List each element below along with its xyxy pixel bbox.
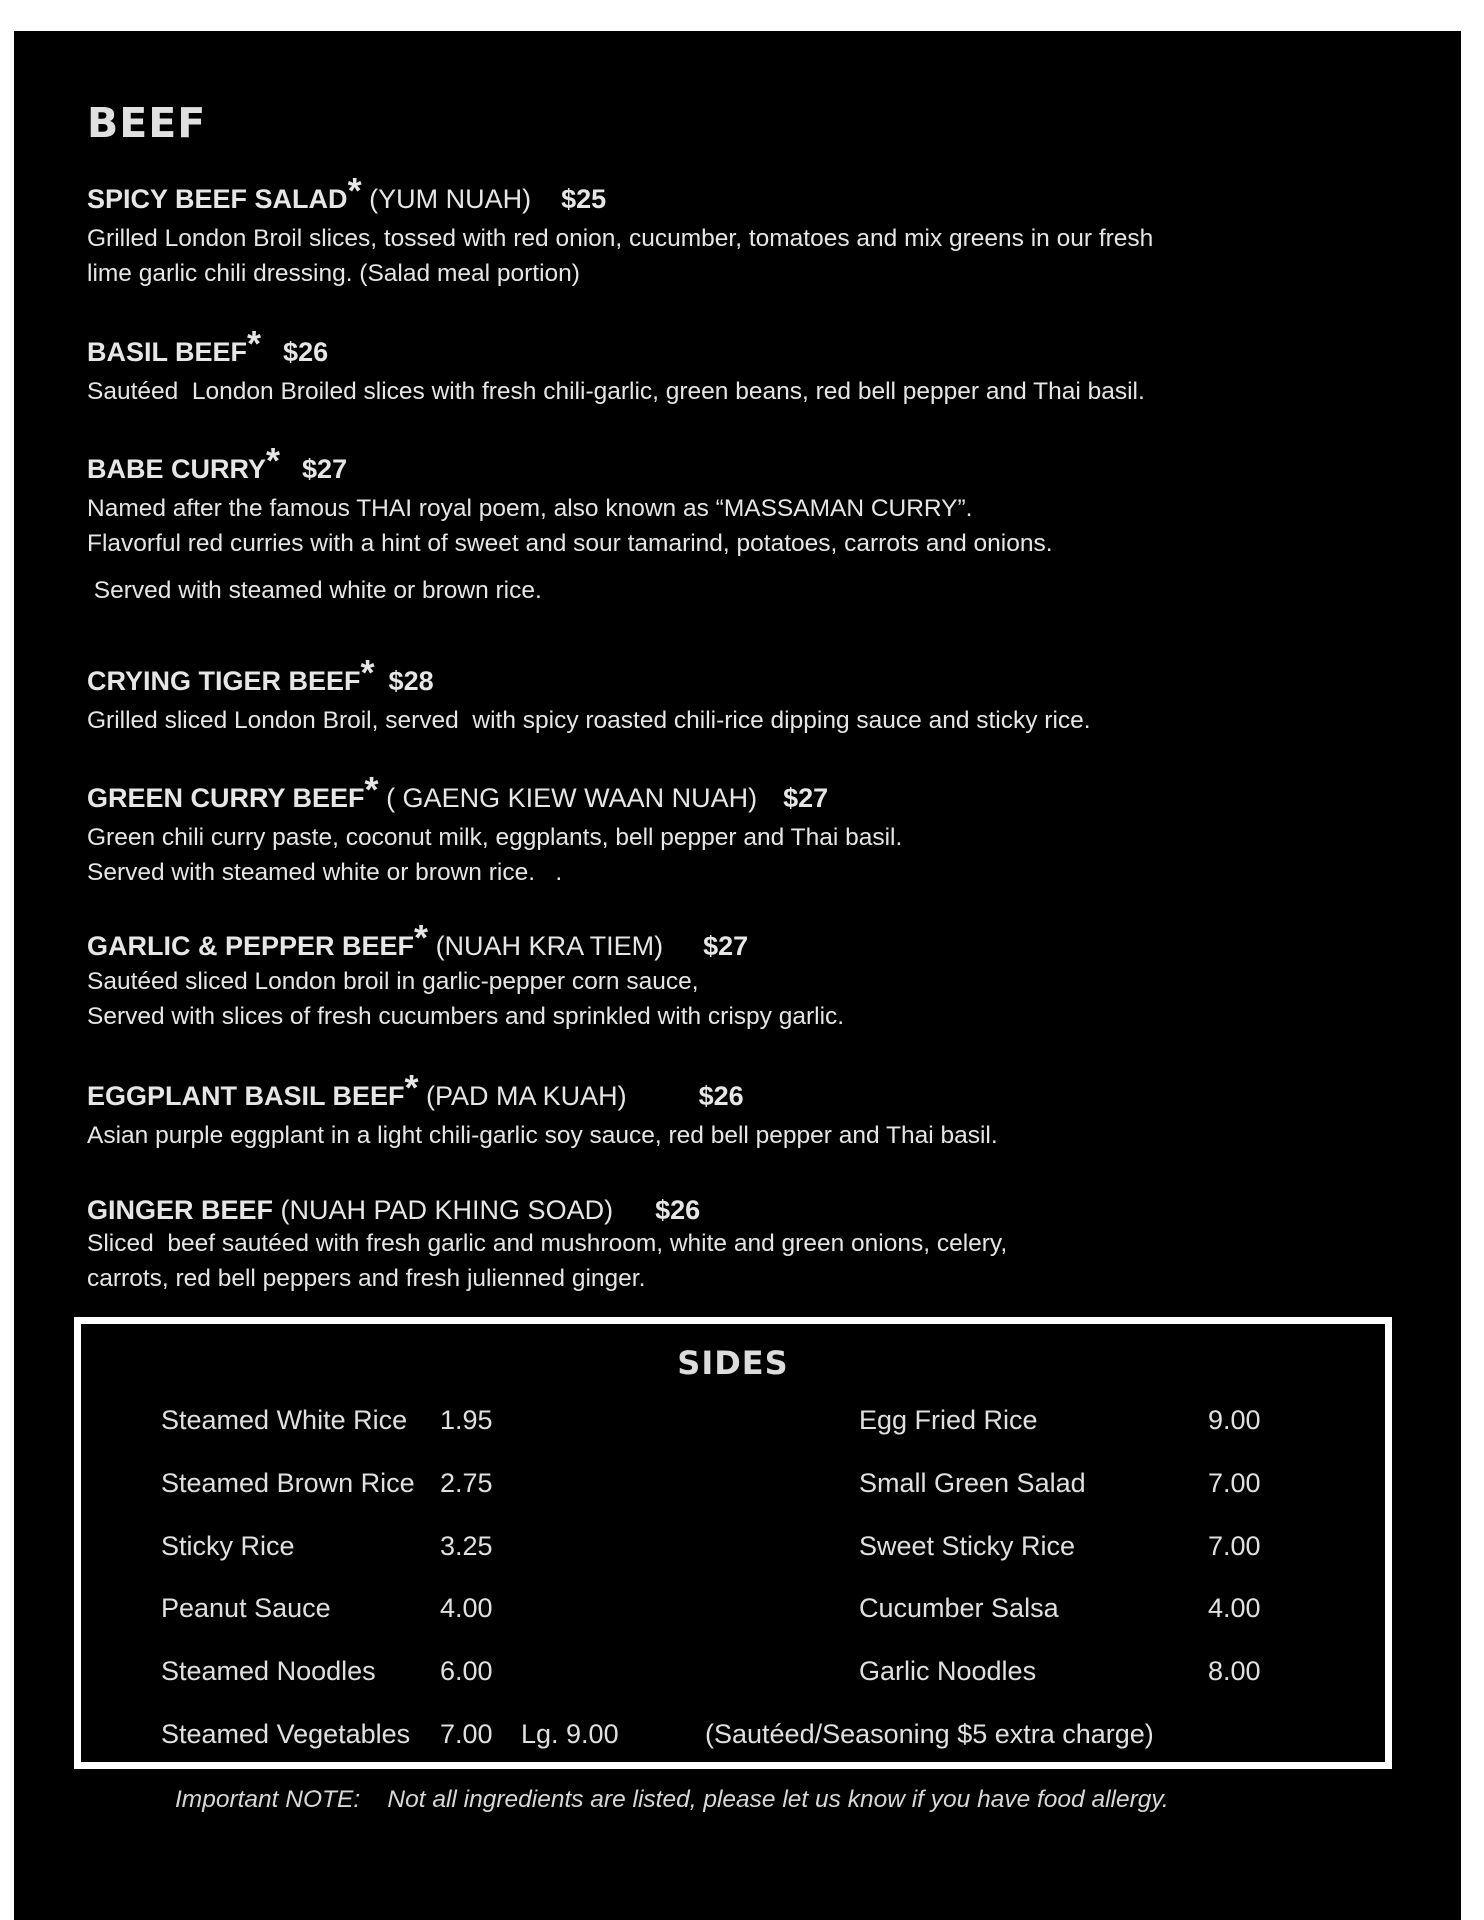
menu-item: [87, 170, 1407, 291]
item-thai-name: (PAD MA KUAH): [418, 1081, 627, 1111]
side-price: 2.75: [440, 1468, 493, 1498]
menu-item: [87, 769, 1407, 890]
allergy-note: Important NOTE: Not all ingredients are listed, please let us know if you have food allergy.: [175, 1786, 1169, 1813]
menu-item: [87, 323, 1407, 409]
item-thai-name: (NUAH KRA TIEM): [428, 931, 664, 961]
menu-item: [87, 1067, 1407, 1153]
item-name: GARLIC & PEPPER BEEF: [87, 931, 415, 961]
side-price: 4.00: [1208, 1593, 1261, 1623]
item-header: [87, 323, 1407, 368]
side-name: Steamed Vegetables: [161, 1719, 411, 1749]
spicy-star-icon: *: [364, 769, 379, 810]
item-price: $26: [698, 1081, 744, 1111]
side-name: Small Green Salad: [859, 1468, 1086, 1498]
item-serving-note: Served with steamed white or brown rice.: [87, 577, 542, 604]
item-name: GINGER BEEF: [87, 1195, 274, 1225]
item-price: $28: [388, 666, 434, 696]
side-price: 9.00: [1208, 1405, 1261, 1435]
menu-item: [87, 652, 1407, 738]
menu-item: [87, 440, 1407, 608]
item-price: $27: [703, 931, 749, 961]
side-name: Sticky Rice: [161, 1531, 295, 1561]
item-description: Grilled London Broil slices, tossed with red onion, cucumber, tomatoes and mix greens in our fresh lime garlic chili dressing. (Salad meal portion): [87, 225, 1154, 287]
item-name: CRYING TIGER BEEF: [87, 666, 361, 696]
item-thai-name: (NUAH PAD KHING SOAD): [273, 1195, 614, 1225]
item-header: [87, 917, 1407, 962]
item-header: [87, 440, 1407, 485]
item-header: [87, 170, 1407, 215]
item-price: $26: [283, 337, 329, 367]
side-price: 4.00: [440, 1593, 493, 1623]
side-name: Peanut Sauce: [161, 1593, 331, 1623]
menu-item: [87, 917, 1407, 1034]
item-description: Sautéed London Broiled slices with fresh chili-garlic, green beans, red bell pepper and Thai basil.: [87, 378, 1145, 405]
item-name: BASIL BEEF: [87, 337, 248, 367]
side-note: (Sautéed/Seasoning $5 extra charge): [705, 1719, 1154, 1749]
item-price: $27: [783, 783, 829, 813]
side-price: 1.95: [440, 1405, 493, 1435]
side-name: Egg Fried Rice: [859, 1405, 1038, 1435]
item-price: $26: [655, 1195, 701, 1225]
item-price: $25: [561, 184, 607, 214]
item-description: Named after the famous THAI royal poem, also known as “MASSAMAN CURRY”. Flavorful red curries with a hint of sweet and sour tamarind, potatoes, carrots and onions.: [87, 495, 1053, 557]
item-thai-name: ( GAENG KIEW WAAN NUAH): [378, 783, 758, 813]
item-description: Sliced beef sautéed with fresh garlic and mushroom, white and green onions, celery, carrots, red bell peppers and fresh julienned ginger.: [87, 1230, 1008, 1292]
item-description: Sautéed sliced London broil in garlic-pepper corn sauce, Served with slices of fresh cucumbers and sprinkled with crispy garlic.: [87, 968, 845, 1030]
item-name: EGGPLANT BASIL BEEF: [87, 1081, 405, 1111]
item-name: SPICY BEEF SALAD: [87, 184, 348, 214]
sides-box: [74, 1317, 1392, 1769]
item-header: [87, 1067, 1407, 1112]
side-price: 7.00: [1208, 1468, 1261, 1498]
sides-title: SIDES: [677, 1344, 789, 1382]
item-description: Asian purple eggplant in a light chili-garlic soy sauce, red bell pepper and Thai basil.: [87, 1122, 998, 1149]
item-header: [87, 652, 1407, 697]
spicy-star-icon: *: [347, 170, 362, 211]
side-name: Sweet Sticky Rice: [859, 1531, 1076, 1561]
menu-item: [87, 1194, 1407, 1296]
side-price: 8.00: [1208, 1656, 1261, 1686]
side-name: Steamed Brown Rice: [161, 1468, 415, 1498]
spicy-star-icon: *: [360, 652, 375, 693]
menu-page: [14, 31, 1461, 1920]
side-name: Steamed White Rice: [161, 1405, 408, 1435]
spicy-star-icon: *: [247, 323, 262, 364]
spicy-star-icon: *: [266, 440, 281, 481]
side-price: 6.00: [440, 1656, 493, 1686]
item-price: $27: [302, 454, 348, 484]
item-header: [87, 1194, 1407, 1226]
spicy-star-icon: *: [404, 1067, 419, 1108]
side-name: Cucumber Salsa: [859, 1593, 1059, 1623]
item-description: Green chili curry paste, coconut milk, eggplants, bell pepper and Thai basil. Served with steamed white or brown rice. .: [87, 824, 903, 886]
item-name: GREEN CURRY BEEF: [87, 783, 365, 813]
item-description: Grilled sliced London Broil, served with spicy roasted chili-rice dipping sauce and sticky rice.: [87, 707, 1091, 734]
side-price: 3.25: [440, 1531, 493, 1561]
side-price: 7.00: [440, 1719, 493, 1749]
spicy-star-icon: *: [414, 917, 429, 958]
item-name: BABE CURRY: [87, 454, 267, 484]
section-title: BEEF: [87, 99, 207, 147]
side-price: 7.00: [1208, 1531, 1261, 1561]
side-large-price: Lg. 9.00: [521, 1719, 619, 1749]
item-header: [87, 769, 1407, 814]
side-name: Steamed Noodles: [161, 1656, 376, 1686]
side-name: Garlic Noodles: [859, 1656, 1037, 1686]
item-thai-name: (YUM NUAH): [361, 184, 532, 214]
